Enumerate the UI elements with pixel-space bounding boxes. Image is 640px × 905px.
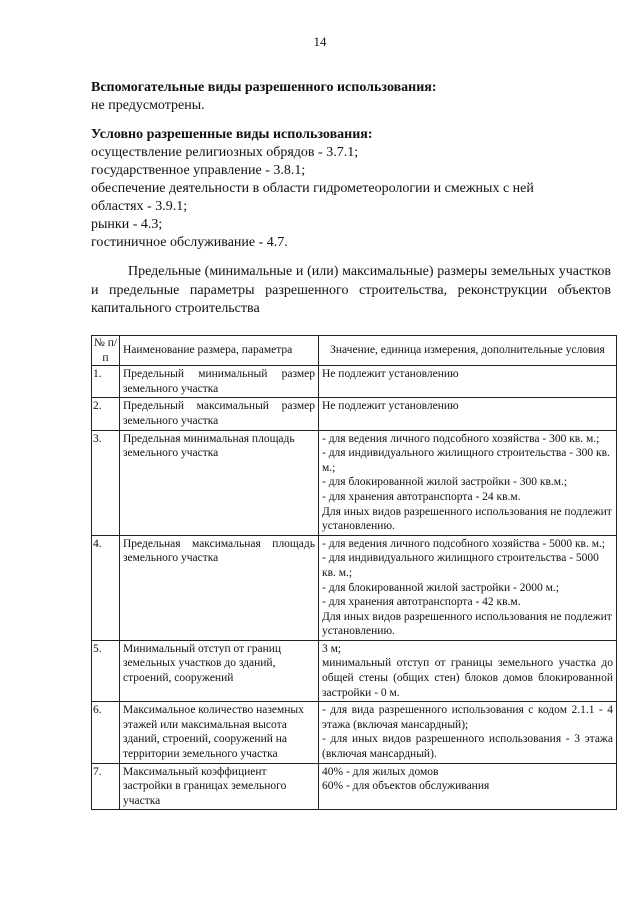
value-line: - для индивидуального жилищного строительства - 5000 кв. м.; [322,552,599,579]
value-line: - для блокированной жилой застройки - 2000 м.; [322,581,559,594]
row-value [319,398,617,430]
auxiliary-section [91,79,611,115]
value-line: Не подлежит установлению [322,368,459,381]
row-num: 5. [92,640,120,701]
table-header-row [92,336,617,366]
table-row [92,535,617,640]
row-name: Предельный минимальный размер земельного участка [120,366,319,398]
auxiliary-text: не предусмотрены. [91,98,205,113]
header-value: Значение, единица измерения, дополнительные условия [319,336,617,366]
conditional-item: осуществление религиозных обрядов - 3.7.1; [91,145,359,160]
row-name: Минимальный отступ от границ земельных участков до зданий, строений, сооружений [120,640,319,701]
table-row [92,640,617,701]
limits-intro: Предельные (минимальные и (или) максимальные) размеры земельных участков и предельные параметры разрешенного строительства, реконструкции объектов капитального строительства [91,264,611,316]
conditional-item: рынки - 4.3; [91,217,163,232]
row-value [319,430,617,535]
row-value [319,702,617,763]
value-line: - для индивидуального жилищного строительства - 300 кв. м.; [322,447,610,474]
table-row [92,366,617,398]
row-value [319,535,617,640]
conditional-item: обеспечение деятельности в области гидрометеорологии и смежных с ней [91,181,534,196]
value-line: 40% - для жилых домов [322,765,439,778]
header-num: № п/п [92,336,120,366]
row-name: Предельная минимальная площадь земельного участка [120,430,319,535]
value-line: минимальный отступ от границы земельного участка до общей стены (общих стен) блоков домов блокированной застройки - 0 м. [322,657,613,699]
value-line: 60% - для объектов обслуживания [322,780,490,793]
row-num: 3. [92,430,120,535]
row-num: 7. [92,763,120,810]
value-line: - для иных видов разрешенного использования - 3 этажа (включая мансардный). [322,733,613,761]
auxiliary-heading: Вспомогательные виды разрешенного использования: [91,80,437,95]
row-name: Максимальное количество наземных этажей или максимальная высота зданий, строений, сооружений на территории земельного участка [120,702,319,763]
value-line: Для иных видов разрешенного использования не подлежит установлению. [322,505,612,533]
conditional-section [91,126,611,252]
row-name: Предельная максимальная площадь земельного участка [120,535,319,640]
row-num: 6. [92,702,120,763]
value-line: Для иных видов разрешенного использования не подлежит установлению. [322,610,612,638]
value-line: - для ведения личного подсобного хозяйства - 300 кв. м.; [322,432,600,445]
value-line: 3 м; [322,642,342,655]
value-line: - для ведения личного подсобного хозяйства - 5000 кв. м.; [322,537,606,550]
table-row [92,398,617,430]
value-line: - для хранения автотранспорта - 42 кв.м. [322,596,521,609]
conditional-item: областях - 3.9.1; [91,199,188,214]
value-line: - для блокированной жилой застройки - 300 кв.м.; [322,476,568,489]
conditional-heading: Условно разрешенные виды использования: [91,127,373,142]
header-name: Наименование размера, параметра [120,336,319,366]
conditional-item: государственное управление - 3.8.1; [91,163,306,178]
value-line: - для вида разрешенного использования с кодом 2.1.1 - 4 этажа (включая мансардный); [322,704,613,731]
table-row [92,430,617,535]
value-line: - для хранения автотранспорта - 24 кв.м. [322,490,521,503]
row-value [319,640,617,701]
page-number: 14 [313,34,327,49]
table-row [92,702,617,763]
row-value [319,763,617,810]
parameters-table [91,335,617,810]
row-name: Предельный максимальный размер земельного участка [120,398,319,430]
row-num: 1. [92,366,120,398]
row-num: 4. [92,535,120,640]
row-name: Максимальный коэффициент застройки в границах земельного участка [120,763,319,810]
conditional-item: гостиничное обслуживание - 4.7. [91,235,288,250]
table-row [92,763,617,810]
value-line: Не подлежит установлению [322,400,459,413]
row-value [319,366,617,398]
row-num: 2. [92,398,120,430]
